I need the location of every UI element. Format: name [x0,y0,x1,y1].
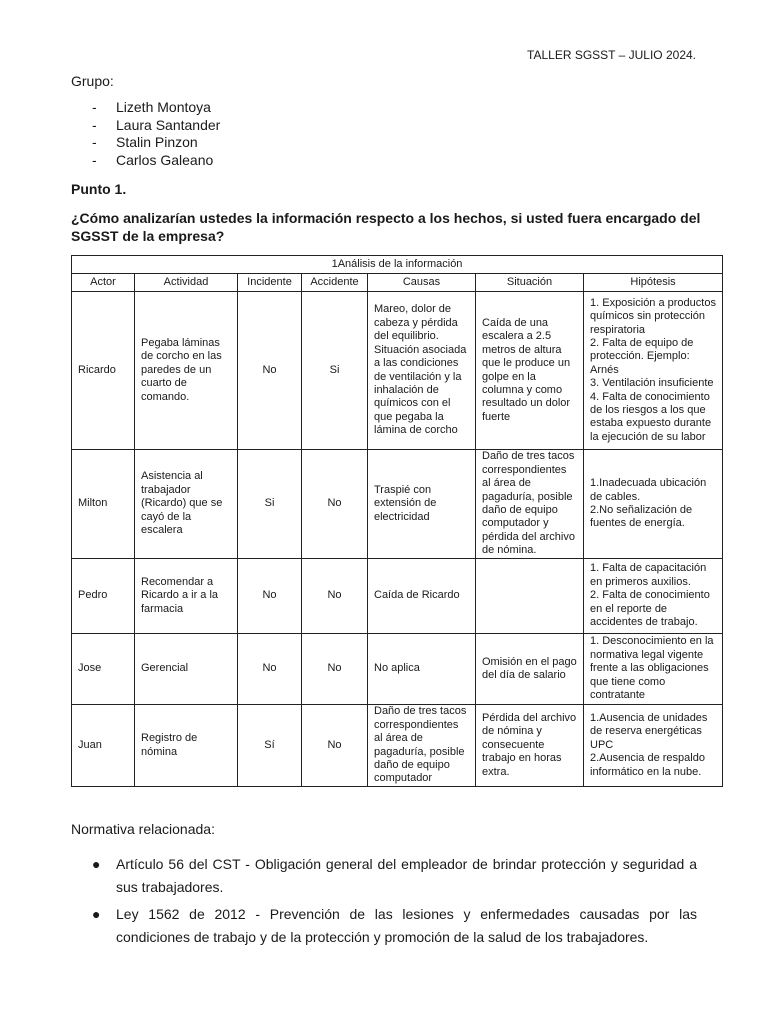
normativa-text: Ley 1562 de 2012 - Prevención de las lesiones y enfermedades causadas por las condiciones de trabajo y de la protección y promoción de la salud de los trabajadores. [116,906,697,945]
cell-causas: Traspié con extensión de electricidad [368,450,476,559]
hipotesis-item: 2.Ausencia de respaldo informático en la nube. [590,752,705,778]
cell-incidente: No [238,634,302,705]
cell-situacion: Omisión en el pago del día de salario [476,634,584,705]
hipotesis-item: 2. Falta de conocimiento en el reporte de accidentes de trabajo. [590,589,710,629]
table-row [72,705,723,787]
hipotesis-item: 3. Ventilación insuficiente [590,377,714,390]
hipotesis-item: 1. Falta de capacitación en primeros auxilios. [590,562,707,588]
cell-incidente: No [238,559,302,634]
hipotesis-item: 1.Ausencia de unidades de reserva energéticas UPC [590,711,708,751]
cell-accidente: No [302,559,368,634]
hipotesis-item: 2.No señalización de fuentes de energía. [590,504,693,530]
cell-causas: Daño de tres tacos correspondientes al área de pagaduría, posible daño de equipo computador [368,705,476,787]
cell-actividad: Asistencia al trabajador (Ricardo) que se cayó de la escalera [135,450,238,559]
dash-marker: - [92,116,97,133]
column-header-actor: Actor [72,274,135,292]
table-caption-row [72,256,723,274]
cell-hipotesis [584,559,723,634]
normativa-text: Artículo 56 del CST - Obligación general del empleador de brindar protección y seguridad a sus trabajadores. [116,856,697,895]
dash-marker: - [92,151,97,168]
section-question: ¿Cómo analizarían ustedes la información respecto a los hechos, si usted fuera encargado del SGSST de la empresa? [71,210,701,244]
cell-hipotesis [584,705,723,787]
group-member [92,134,220,152]
member-name: Stalin Pinzon [116,134,198,150]
column-header-situacion: Situación [476,274,584,292]
cell-actividad: Registro de nómina [135,705,238,787]
hipotesis-item: 1. Desconocimiento en la normativa legal vigente frente a las obligaciones que tiene como contratante [590,635,714,702]
group-member [92,99,220,117]
table-header-row [72,274,723,292]
cell-accidente: No [302,634,368,705]
normativa-item [92,853,697,899]
group-member [92,152,220,170]
normativa-item [92,903,697,949]
cell-accidente: No [302,450,368,559]
hipotesis-item: 1. Exposición a productos químicos sin protección respiratoria [590,296,716,336]
member-name: Laura Santander [116,116,221,133]
hipotesis-item: 1.Inadecuada ubicación de cables. [590,477,707,503]
table-row [72,450,723,559]
column-header-hipotesis: Hipótesis [584,274,723,292]
column-header-actividad: Actividad [135,274,238,292]
section-title: Punto 1. [71,181,127,197]
hipotesis-item: 4. Falta de conocimiento de los riesgos a los que estaba expuesto durante la ejecución de su labor [590,390,712,443]
cell-causas: Mareo, dolor de cabeza y pérdida del equilibrio. Situación asociada a las condiciones de ventilación y la inhalación de químicos con el que pegaba la lámina de corcho [368,292,476,450]
cell-incidente: Si [238,450,302,559]
table-row [72,292,723,450]
column-header-incidente: Incidente [238,274,302,292]
cell-incidente: Sí [238,705,302,787]
cell-situacion [476,559,584,634]
cell-situacion: Daño de tres tacos correspondientes al área de pagaduría, posible daño de equipo computador y pérdida del archivo de nómina. [476,450,584,559]
cell-causas: No aplica [368,634,476,705]
member-name: Carlos Galeano [116,151,214,168]
group-member [92,117,220,135]
cell-actor: Jose [72,634,135,705]
cell-accidente: No [302,705,368,787]
cell-hipotesis [584,634,723,705]
bullet-marker: ● [92,856,101,872]
cell-hipotesis [584,292,723,450]
cell-actor: Milton [72,450,135,559]
dash-marker: - [92,134,97,150]
cell-actividad: Recomendar a Ricardo a ir a la farmacia [135,559,238,634]
cell-incidente: No [238,292,302,450]
dash-marker: - [92,99,97,115]
member-name: Lizeth Montoya [116,99,211,115]
table-caption: 1Análisis de la información [72,256,723,274]
cell-actividad: Pegaba láminas de corcho en las paredes de un cuarto de comando. [135,292,238,450]
cell-causas: Caída de Ricardo [368,559,476,634]
cell-hipotesis [584,450,723,559]
normativa-label: Normativa relacionada: [71,821,215,837]
bullet-marker: ● [92,906,101,922]
cell-situacion: Caída de una escalera a 2.5 metros de altura que le produce un golpe en la columna y como resultado un dolor fuerte [476,292,584,450]
cell-actor: Pedro [72,559,135,634]
hipotesis-item: 2. Falta de equipo de protección. Ejemplo: Arnés [590,336,694,376]
cell-actividad: Gerencial [135,634,238,705]
table-row [72,634,723,705]
normativa-list [92,853,697,953]
cell-actor: Ricardo [72,292,135,450]
column-header-accidente: Accidente [302,274,368,292]
table-row [72,559,723,634]
group-member-list [92,99,220,169]
analysis-table [71,255,723,787]
group-label: Grupo: [71,73,114,89]
column-header-causas: Causas [368,274,476,292]
document-header: TALLER SGSST – JULIO 2024. [527,48,696,62]
cell-accidente: Si [302,292,368,450]
cell-actor: Juan [72,705,135,787]
cell-situacion: Pérdida del archivo de nómina y consecuente trabajo en horas extra. [476,705,584,787]
